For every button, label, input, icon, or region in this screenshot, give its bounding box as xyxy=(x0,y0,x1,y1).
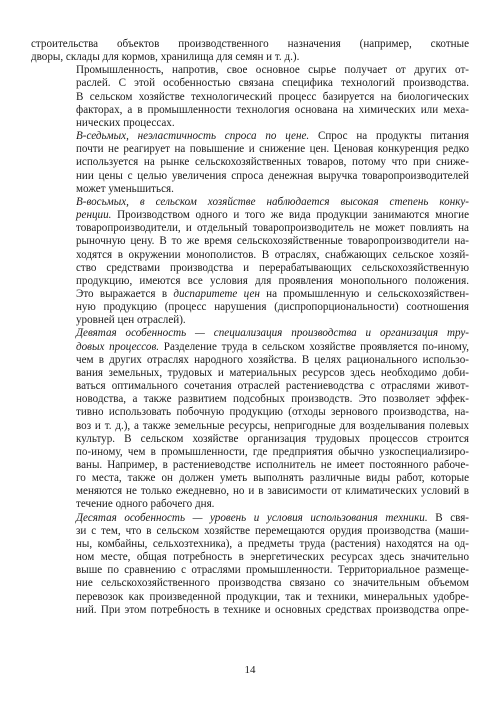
text-line: факторах, а в промышленности технология основана на химических или меха- xyxy=(76,103,469,116)
text-line xyxy=(31,209,469,222)
text-line xyxy=(31,327,469,340)
text-line: го места, также он должен уметь выполнять различные виды работ, которые xyxy=(76,472,469,485)
text-line: раслей. С этой особенностью связана специфика технологий производства. xyxy=(76,77,469,90)
text-line: вания земельных, трудовых и материальных ресурсов здесь необходимо доби- xyxy=(76,366,469,379)
paragraph xyxy=(31,64,469,130)
text-run: Спрос на продукты питания xyxy=(309,130,469,143)
text-line xyxy=(31,196,469,209)
paragraph xyxy=(31,512,469,617)
italic-heading: Девятая особенность — специализация производства и организация тру- xyxy=(76,327,469,340)
text-line: рыночную цену. В то же время сельскохозяйственные товаропроизводители на- xyxy=(76,235,469,248)
body-text xyxy=(31,38,469,617)
text-line: уровней цен отраслей). xyxy=(76,314,186,327)
text-line: В сельском хозяйстве технологический процесс базируется на биологических xyxy=(76,90,469,103)
text-line: строительства объектов производственного назначения (например, скотные xyxy=(31,38,469,50)
text-line xyxy=(31,341,469,354)
text-line xyxy=(31,512,469,525)
text-line: выше по сравнению с отраслями промышленности. Территориальное размеще- xyxy=(76,564,469,577)
italic-heading: В-восьмых, в сельском хозяйстве наблюдается высокая степень конку- xyxy=(76,195,469,208)
text-line: ны, комбайны, сельхозтехника), а предметы труда (растения) находятся на од- xyxy=(76,537,469,550)
text-line: чем в других отраслях народного хозяйства. В целях рационального использо- xyxy=(76,353,469,366)
text-line: дворы, склады для кормов, хранилища для семян и т. д.). xyxy=(31,51,300,64)
text-line: ном месте, общая потребность в энергетических ресурсах здесь значительно xyxy=(76,551,469,564)
text-line: воз и т. д.), а также земельные ресурсы, непригодные для возделывания полевых xyxy=(76,419,469,432)
text-line: Промышленность, напротив, свое основное сырье получает от других от- xyxy=(76,64,469,77)
text-line: продукцию, имеются все условия для проявления монопольного положения. xyxy=(76,274,469,287)
text-line: ходятся в окружении монополистов. В отраслях, снабжающих сельское хозяй- xyxy=(76,248,469,261)
text-line: тивно использовать побочную продукцию (отходы зернового производства, на- xyxy=(76,406,469,419)
text-line: меняются не только ежедневно, но и в зависимости от климатических условий в xyxy=(76,485,469,498)
italic-heading: Десятая особенность — уровень и условия использования техники. xyxy=(76,511,428,524)
text-run: Разделение труда в сельском хозяйстве проявляется по-иному, xyxy=(159,340,470,353)
text-line: ваны. Например, в растениеводстве исполнитель не имеет постоянного рабоче- xyxy=(76,459,469,471)
text-line: используется на рынке сельскохозяйственных товаров, потому что при сниже- xyxy=(76,156,469,169)
text-line: течение одного рабочего дня. xyxy=(76,498,215,511)
text-line: ваться оптимального сочетания отраслей растениеводства с отраслями живот- xyxy=(76,380,469,393)
text-line: культур. В сельском хозяйстве организация трудовых процессов строится xyxy=(76,432,469,445)
text-line xyxy=(31,130,469,143)
text-line: ние сельскохозяйственного производства связано со значительным объемом xyxy=(76,577,469,590)
text-line: ство средствами производства и перерабатывающих сельскохозяйственную xyxy=(76,261,469,274)
italic-term: диспаритете цен xyxy=(173,287,260,300)
paragraph xyxy=(31,130,469,196)
text-line xyxy=(31,288,469,301)
text-line: ний. При этом потребность в технике и основных средствах производства опре- xyxy=(76,603,469,616)
text-run: на промышленную и сельскохозяйствен- xyxy=(259,287,469,300)
text-run: В свя- xyxy=(427,511,470,524)
text-line: почти не реагирует на повышение и снижение цен. Ценовая конкуренция редко xyxy=(76,143,469,156)
paragraph xyxy=(31,327,469,511)
italic-heading: довых процессов. xyxy=(76,340,160,353)
text-line: зи с тем, что в сельском хозяйстве перемещаются орудия производства (маши- xyxy=(76,524,469,537)
text-line: новодства, а также развитием подсобных производств. Это позволяет эффек- xyxy=(76,393,469,406)
paragraph xyxy=(31,196,469,328)
italic-heading: В-седьмых, неэластичность спроса по цене. xyxy=(76,130,310,143)
text-line: нии цены с целью увеличения спроса денежная выручка товаропроизводителей xyxy=(76,169,469,182)
text-run: Производством одного и того же вида продукции занимаются многие xyxy=(111,209,469,222)
text-line: перевозок как произведенной продукции, так и техники, минеральных удобре- xyxy=(76,590,469,603)
text-line: может уменьшиться. xyxy=(76,182,174,195)
italic-heading: ренции. xyxy=(76,209,112,222)
text-line: нических процессах. xyxy=(76,116,175,129)
paragraph xyxy=(31,38,469,64)
text-line: товаропроизводители, и отдельный товаропроизводитель не может повлиять на xyxy=(76,222,469,235)
text-run: Это выражается в xyxy=(76,287,174,300)
text-line: ную продукцию (процесс нарушения (диспропорциональности) соотношения xyxy=(76,301,469,314)
page-number: 14 xyxy=(244,664,256,676)
text-line: по-иному, чем в промышленности, где предприятия обычно узкоспециализиро- xyxy=(76,445,469,458)
